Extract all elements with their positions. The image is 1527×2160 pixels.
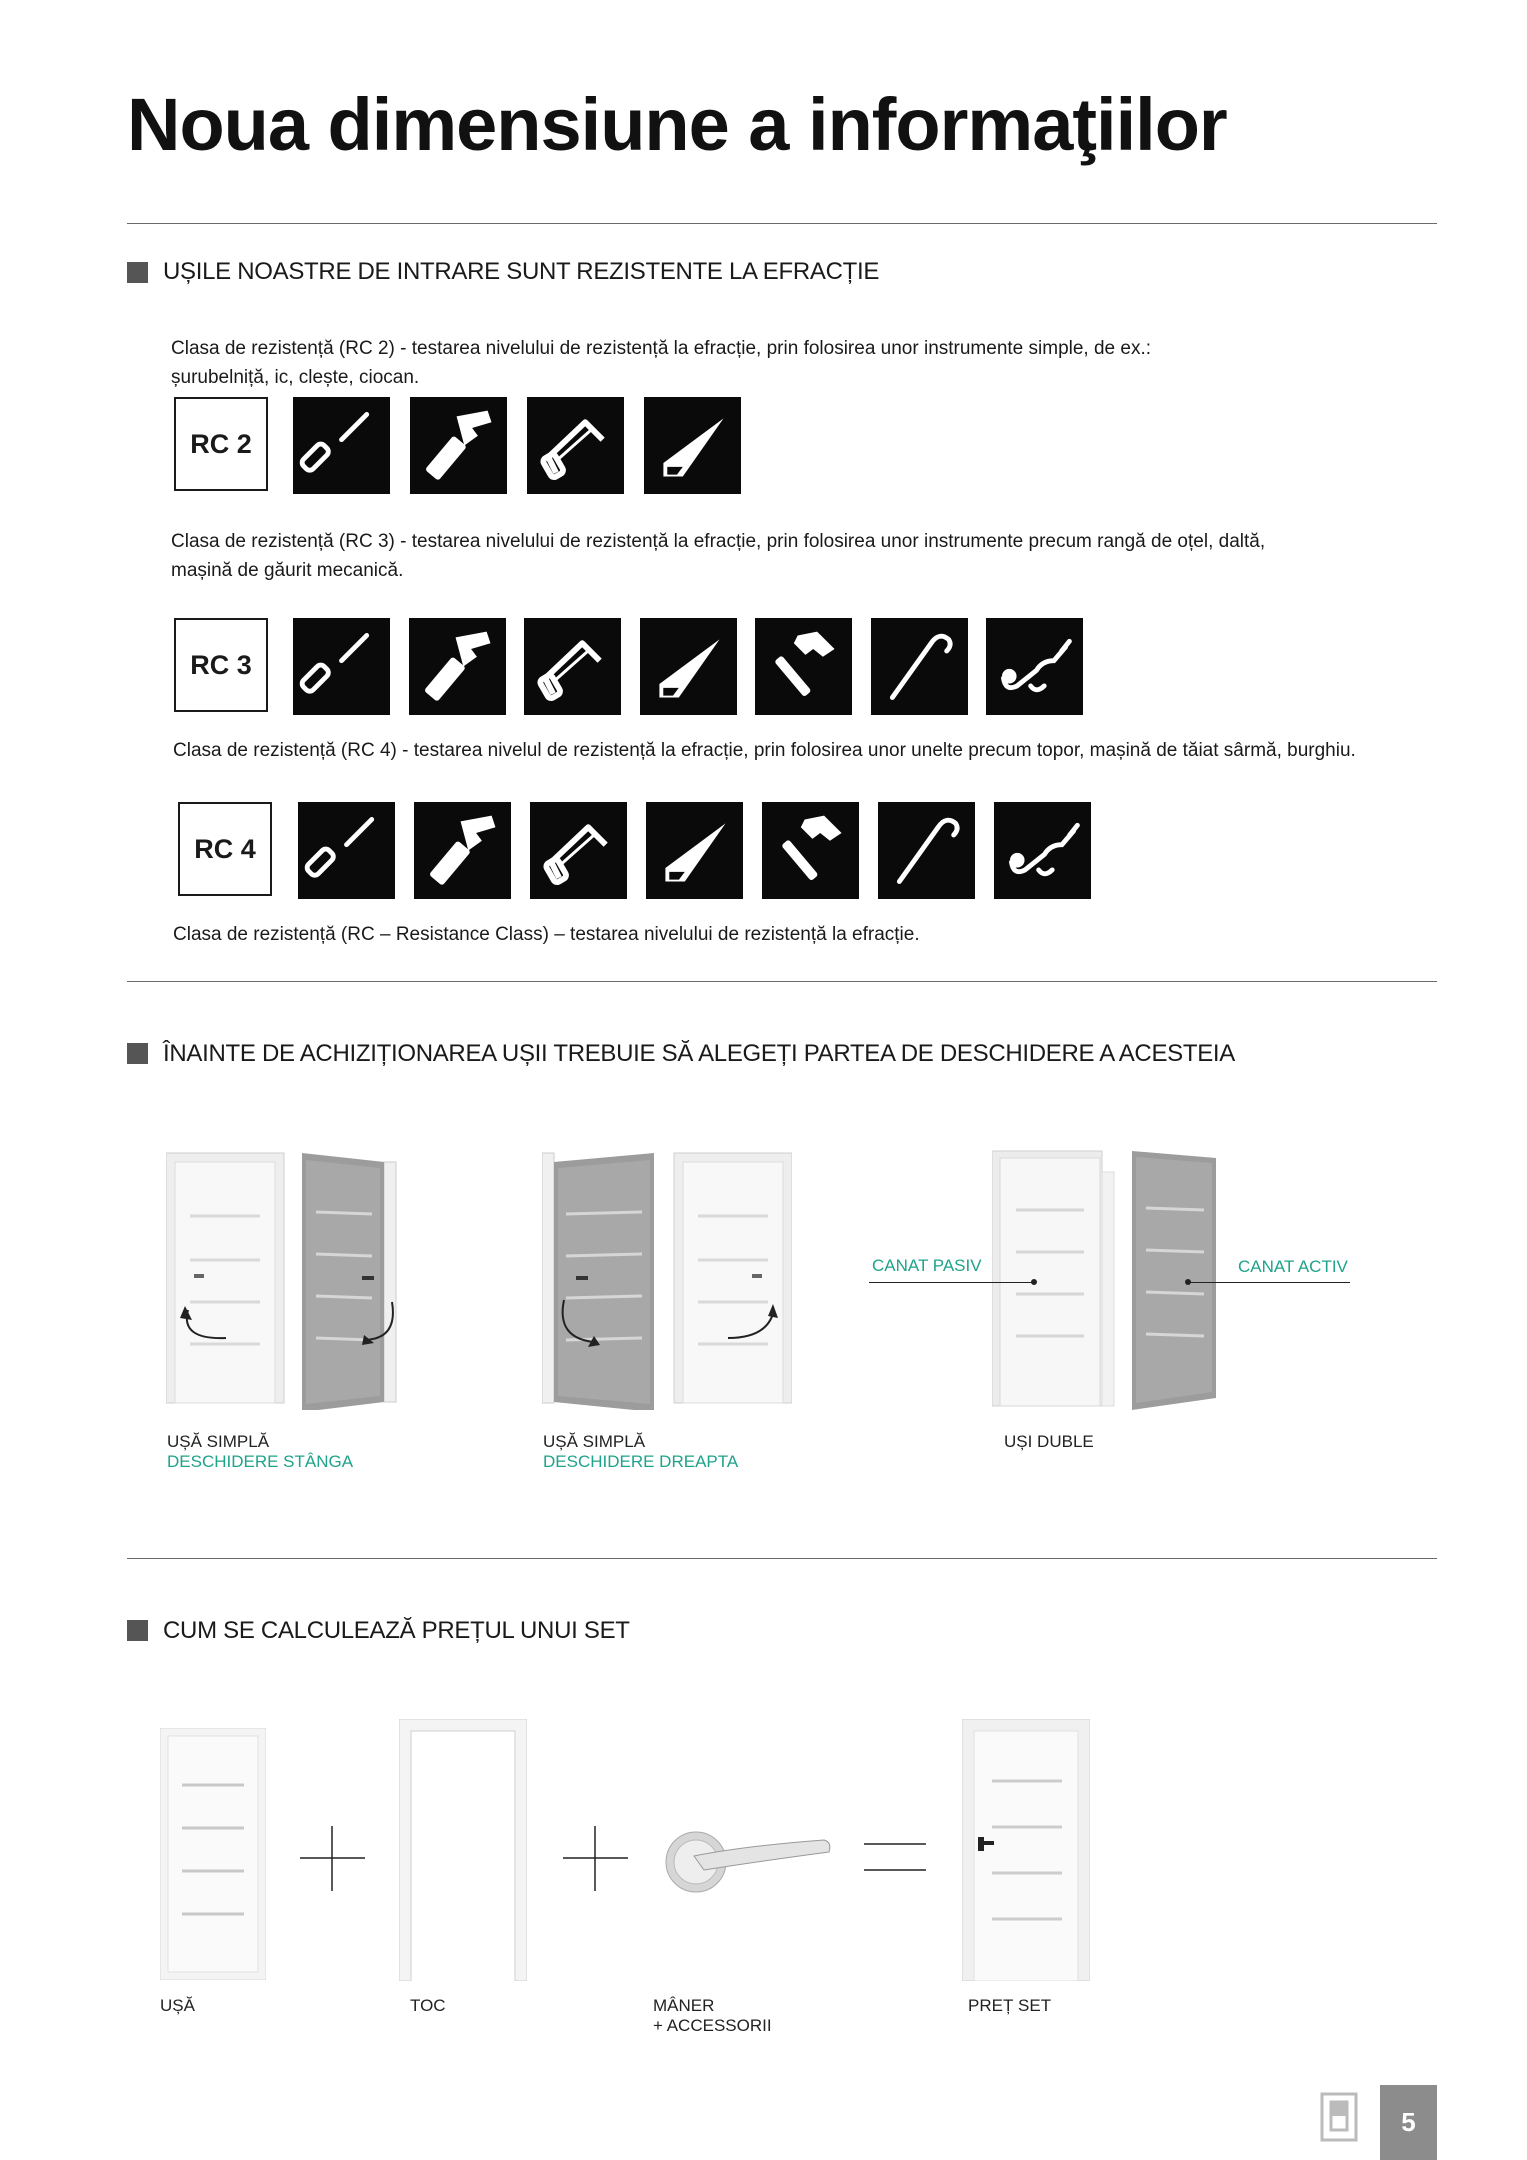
hacksaw-icon: [527, 397, 624, 494]
frame-caption: TOC: [410, 1996, 446, 2015]
rc3-description: [171, 527, 1265, 585]
right-door-type: UȘĂ SIMPLĂ: [543, 1432, 646, 1451]
divider: [127, 981, 1437, 982]
right-door-opening: DESCHIDERE DREAPTA: [543, 1452, 739, 1471]
rc4-badge: RC 4: [178, 802, 272, 896]
door-left-opening-image: [166, 1150, 416, 1410]
rc4-description: Clasa de rezistență (RC 4) - testarea nivelul de rezistență la efracție, prin folosirea unor unelte precum topor, mașină de tăiat sârmă, burghiu.: [173, 740, 1356, 761]
screwdriver-icon: [293, 618, 390, 715]
rc-footnote: Clasa de rezistență (RC – Resistance Class) – testarea nivelului de rezistență la efracție.: [173, 924, 920, 945]
divider: [127, 223, 1437, 224]
screwdriver-icon: [298, 802, 395, 899]
rc2-text-line2: șurubelniță, ic, clește, ciocan.: [171, 367, 420, 388]
plus-sign: [563, 1826, 628, 1891]
page-number: 5: [1380, 2085, 1437, 2160]
plus-sign: [300, 1826, 365, 1891]
hand-drill-icon: [994, 802, 1091, 899]
passive-leaf-dot: [1031, 1279, 1037, 1285]
door-frame-image: [399, 1719, 527, 1981]
hacksaw-icon: [530, 802, 627, 899]
door-caption: UȘĂ: [160, 1996, 195, 2015]
handle-caption-line1: MÂNER: [653, 1996, 715, 2015]
hammer-icon: [755, 618, 852, 715]
rc3-text-line2: mașină de găurit mecanică.: [171, 560, 404, 581]
wedge-icon: [640, 618, 737, 715]
passive-leaf-pointer: [869, 1282, 1033, 1283]
section-heading-opening-side: ÎNAINTE DE ACHIZIȚIONAREA UȘII TREBUIE SĂ ALEGEȚI PARTEA DE DESCHIDERE A ACESTEIA: [163, 1040, 1236, 1067]
wrench-icon: [414, 802, 511, 899]
active-leaf-dot: [1185, 1279, 1191, 1285]
handle-caption-line2: + ACCESSORII: [653, 2016, 772, 2035]
handle-image: [664, 1826, 834, 1896]
section-heading-price: CUM SE CALCULEAZĂ PREȚUL UNUI SET: [163, 1617, 630, 1644]
passive-leaf-label: CANAT PASIV: [872, 1256, 982, 1275]
door-leaf-image: [160, 1728, 266, 1980]
wedge-icon: [646, 802, 743, 899]
active-leaf-pointer: [1187, 1282, 1350, 1283]
rc2-badge: RC 2: [174, 397, 268, 491]
door-right-opening-image: [542, 1150, 792, 1410]
hacksaw-icon: [524, 618, 621, 715]
section-marker: [127, 1043, 148, 1064]
hammer-icon: [762, 802, 859, 899]
door-set-image: [962, 1719, 1090, 1981]
handle-caption: [653, 1996, 772, 2036]
left-door-opening: DESCHIDERE STÂNGA: [167, 1452, 354, 1471]
screwdriver-icon: [293, 397, 390, 494]
crowbar-icon: [871, 618, 968, 715]
brand-logo-icon: [1320, 2092, 1358, 2142]
rc3-badge: RC 3: [174, 618, 268, 712]
page-title: Noua dimensiune a informaţiilor: [127, 83, 1227, 166]
double-door-caption: UȘI DUBLE: [1004, 1432, 1094, 1451]
active-leaf-label: CANAT ACTIV: [1238, 1257, 1348, 1276]
section-marker: [127, 262, 148, 283]
wedge-icon: [644, 397, 741, 494]
divider: [127, 1558, 1437, 1559]
right-door-caption: [543, 1432, 738, 1472]
hand-drill-icon: [986, 618, 1083, 715]
rc3-text-line1: Clasa de rezistență (RC 3) - testarea nivelului de rezistență la efracție, prin folosirea unor instrumente precum rangă de oțel, daltă,: [171, 531, 1266, 552]
left-door-caption: [167, 1432, 353, 1472]
left-door-type: UȘĂ SIMPLĂ: [167, 1432, 270, 1451]
set-price-caption: PREȚ SET: [968, 1996, 1052, 2015]
wrench-icon: [409, 618, 506, 715]
rc2-description: [171, 334, 1151, 392]
section-heading-burglary: UȘILE NOASTRE DE INTRARE SUNT REZISTENTE LA EFRACȚIE: [163, 258, 880, 285]
crowbar-icon: [878, 802, 975, 899]
section-marker: [127, 1620, 148, 1641]
wrench-icon: [410, 397, 507, 494]
equals-sign: [864, 1842, 926, 1872]
rc2-text-line1: Clasa de rezistență (RC 2) - testarea nivelului de rezistență la efracție, prin folosirea unor instrumente simple, de ex.:: [171, 338, 1152, 359]
